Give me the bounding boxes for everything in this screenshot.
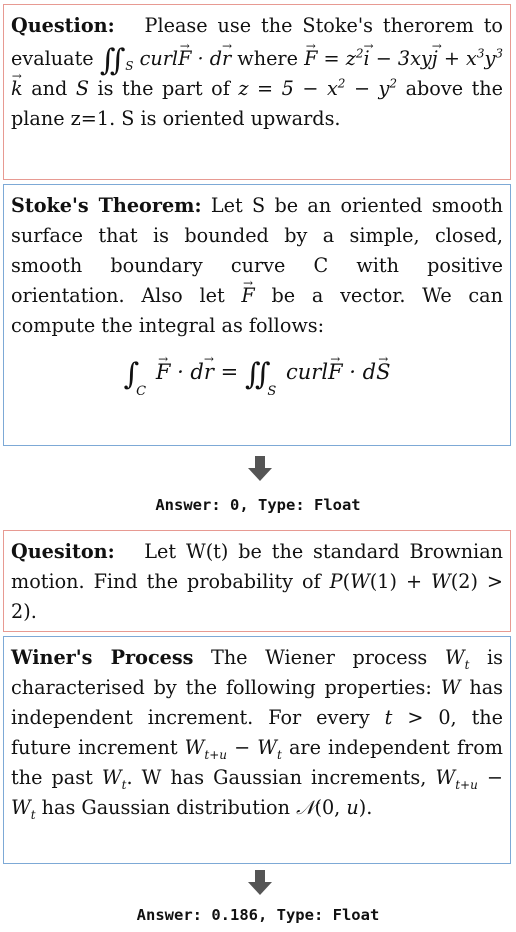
question-2-text: Quesiton: Let W(t) be the standard Brownian motion. Find the probability of P(W(1) + W(2) > 2). xyxy=(11,540,503,623)
stokes-formula: $\int_C \to F \cdot d\to r$ = $∬_S$ curl→ F · d→ S xyxy=(11,355,503,391)
answer-1: Answer: 0, Type: Float xyxy=(155,496,361,514)
question-1-text: Question: Please use the Stoke's therorem to evaluate $∬_S$ curl→ F · d→ r where → $F = z^2\to i - 3xy\to j + x^3y^3\to k$ and S is the part of $z = 5 - x^2 - y^2$ above the plane z=1. S is oriented upwards. xyxy=(11,11,503,134)
definition-1-text: Stoke's Theorem: Let S be an oriented smooth surface that is bounded by a simple, closed, smooth boundary curve C with positive orientation. Also let → F be a vector. We can compute the integral as follows: xyxy=(11,191,503,341)
down-arrow-icon xyxy=(246,870,274,896)
question-box-1 xyxy=(3,4,511,180)
question-box-2 xyxy=(3,530,511,632)
definition-box-2 xyxy=(3,636,511,864)
definition-2-label: Winer's Process xyxy=(11,646,194,669)
down-arrow-icon xyxy=(246,456,274,482)
definition-2-text: Winer's Process The Wiener process $W_t$ is characterised by the following properties: W has independent increment. For every t > 0, the future increment $W_{t+u} - W_t$ are independent from the past $W_t$. W has Gaussian increments, $W_{t+u} - W_t$ has Gaussian distribution 𝒩(0, u). xyxy=(11,646,504,822)
answer-2: Answer: 0.186, Type: Float xyxy=(136,906,380,924)
definition-1-label: Stoke's Theorem xyxy=(11,194,195,217)
definition-box-1 xyxy=(3,184,511,446)
question-1-label: Question xyxy=(11,14,108,37)
question-2-label: Quesiton xyxy=(11,540,108,563)
